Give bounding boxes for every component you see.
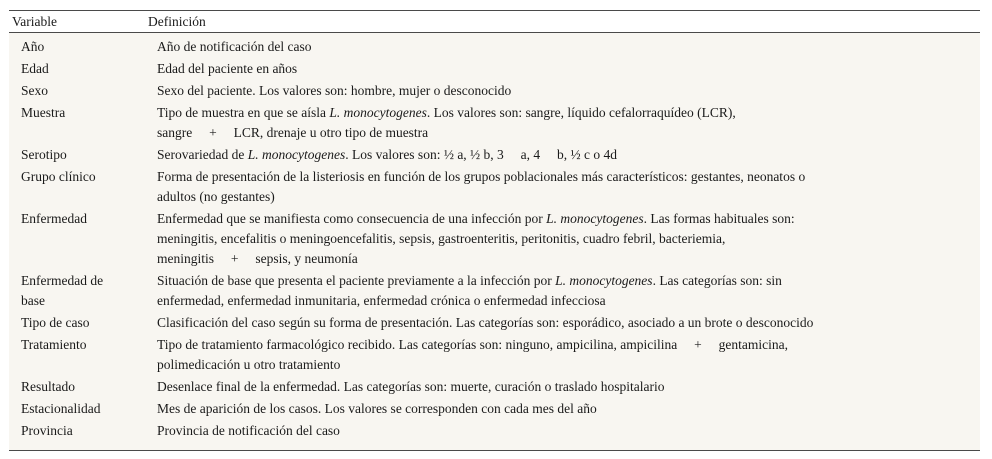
definition-text: Edad del paciente en años [157,61,298,76]
variable-name-line: Resultado [21,379,75,394]
definition-text: Año de notificación del caso [157,39,312,54]
definition-line [157,167,975,187]
variable-definition [157,145,975,165]
variable-name-line: Enfermedad [21,211,87,226]
definition-text: polimedicación u otro tratamiento [157,357,341,372]
definition-text: . Los valores son: ½ a, ½ b, 3 a, 4 b, ½ c o 4d [345,147,618,162]
definition-line [157,37,975,57]
definition-text: sangre + LCR, drenaje u otro tipo de muestra [157,125,429,140]
definition-line [157,377,975,397]
definition-text: . Las formas habituales son: [643,211,795,226]
definition-text: Tipo de tratamiento farmacológico recibido. Las categorías son: ninguno, ampicilina, ampicilina + gentamicina, [157,337,788,352]
variable-name-line: Tratamiento [21,337,87,352]
definition-text: adultos (no gestantes) [157,189,275,204]
variables-table [9,10,980,451]
species-name: L. monocytogenes [247,147,346,162]
variable-definition [157,399,975,419]
variable-name-line: Edad [21,61,49,76]
definition-line [157,229,975,249]
variable-definition [157,37,975,57]
definition-line [157,249,975,269]
species-name: L. monocytogenes [555,273,653,288]
variable-definition [157,59,975,79]
definition-line [157,335,975,355]
definition-text: Provincia de notificación del caso [157,423,340,438]
variable-name [21,59,149,79]
variable-name [21,313,149,333]
variable-definition [157,271,975,311]
variable-name [21,209,149,229]
definition-text: . Los valores son: sangre, líquido cefalorraquídeo (LCR), [426,105,736,120]
variable-name-line: Tipo de caso [21,315,90,330]
definition-line [157,399,975,419]
variable-name-line: Provincia [21,423,73,438]
definition-text: enfermedad, enfermedad inmunitaria, enfermedad crónica o enfermedad infecciosa [157,293,606,308]
variable-definition [157,335,975,375]
variable-definition [157,377,975,397]
variable-name-line: Año [21,39,45,54]
definition-line [157,145,975,165]
definition-text: Situación de base que presenta el paciente previamente a la infección por [157,273,556,288]
variable-name [21,167,149,187]
variable-name-line: Grupo clínico [21,169,96,184]
variable-name [21,37,149,57]
variable-name-line: Muestra [21,105,66,120]
definition-line [157,123,975,143]
variable-name-line: Sexo [21,83,48,98]
variable-definition [157,167,975,207]
definition-line [157,103,975,123]
definition-text: Desenlace final de la enfermedad. Las categorías son: muerte, curación o traslado hospitalario [157,379,665,394]
variable-name [21,399,149,419]
definition-line [157,355,975,375]
species-name: L. monocytogenes [546,211,644,226]
definition-line [157,271,975,291]
definition-text: Forma de presentación de la listeriosis en función de los grupos poblacionales más característicos: gestantes, neonatos o [157,169,806,184]
table-header [9,11,980,33]
species-name: L. monocytogenes [329,105,427,120]
definition-text: meningitis, encefalitis o meningoencefalitis, sepsis, gastroenteritis, peritonitis, cuadro febril, bacteriemia, [157,231,726,246]
definition-text: Clasificación del caso según su forma de presentación. Las categorías son: esporádico, asociado a un brote o desconocido [157,315,814,330]
definition-text: Sexo del paciente. Los valores son: hombre, mujer o desconocido [157,83,512,98]
definition-line [157,81,975,101]
definition-line [157,187,975,207]
variable-definition [157,81,975,101]
variable-name-line: Enfermedad de [21,273,104,288]
variable-name [21,271,149,311]
variable-name [21,103,149,123]
variable-definition [157,209,975,269]
definition-line [157,313,975,333]
definition-text: . Las categorías son: sin [652,273,782,288]
definition-text: meningitis + sepsis, y neumonía [157,251,358,266]
variable-definition [157,421,975,441]
variable-definition [157,313,975,333]
definition-line [157,421,975,441]
definition-line [157,59,975,79]
definition-text: Mes de aparición de los casos. Los valores se corresponden con cada mes del año [157,401,597,416]
definition-text: Serovariedad de [157,147,248,162]
variable-name [21,421,149,441]
variable-name [21,81,149,101]
variable-definition [157,103,975,143]
variable-name-line: base [21,293,45,308]
definition-line [157,291,975,311]
definition-text: Enfermedad que se manifiesta como consecuencia de una infección por [157,211,547,226]
definition-line [157,209,975,229]
definition-text: Tipo de muestra en que se aísla [157,105,330,120]
header-variable: Variable [12,14,57,29]
variable-name-line: Serotipo [21,147,67,162]
variable-name [21,335,149,355]
variable-name-line: Estacionalidad [21,401,101,416]
variable-name [21,145,149,165]
header-definition: Definición [148,14,206,29]
variable-name [21,377,149,397]
